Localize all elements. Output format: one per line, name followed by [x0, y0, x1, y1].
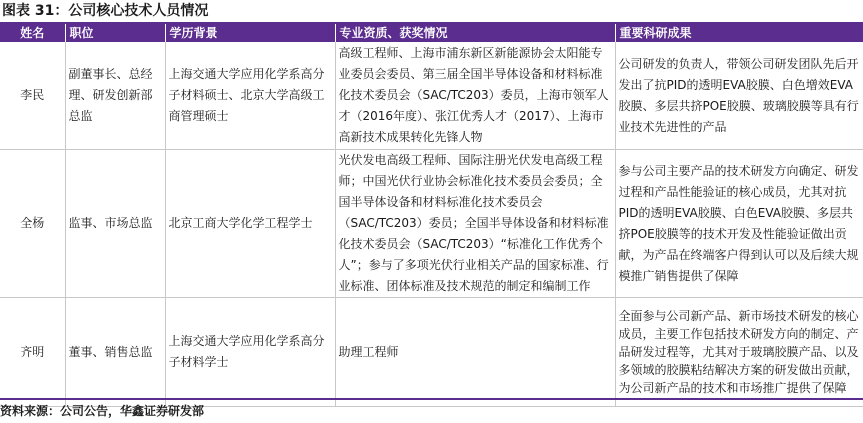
cell-position: 董事、销售总监: [65, 298, 165, 407]
cell-education: 北京工商大学化学工程学士: [165, 150, 335, 298]
source-note: 资料来源：公司公告，华鑫证券研发部: [0, 404, 205, 418]
header-education: 学历背景: [165, 24, 335, 42]
table-row: [0, 42, 863, 150]
cell-name: 齐明: [0, 298, 65, 407]
cell-position: 监事、市场总监: [65, 150, 165, 298]
header-achievements: 重要科研成果: [615, 24, 863, 42]
cell-qualification: 助理工程师: [335, 298, 615, 407]
table-row: [0, 298, 863, 407]
cell-position: 副董事长、总经理、研发创新部总监: [65, 42, 165, 150]
core-tech-staff-table: [0, 24, 863, 407]
cell-name: 李民: [0, 42, 65, 150]
cell-achievements: 公司研发的负责人，带领公司研发团队先后开发出了抗PID的透明EVA胶膜、白色增效EVA胶膜、多层共挤POE胶膜、玻璃胶膜等具有行业技术先进性的产品: [615, 42, 863, 150]
cell-achievements: 全面参与公司新产品、新市场技术研发的核心成员，主要工作包括技术研发方向的制定、产品研发过程等，尤其对于玻璃胶膜产品、以及多领域的胶膜粘结解决方案的研发做出贡献，为公司新产品的技术和市场推广提供了保障: [615, 298, 863, 407]
table-row: [0, 150, 863, 298]
table-header-row: [0, 24, 863, 42]
cell-education: 上海交通大学应用化学系高分子材料硕士、北京大学高级工商管理硕士: [165, 42, 335, 150]
cell-education: 上海交通大学应用化学系高分子材料学士: [165, 298, 335, 407]
cell-qualification: 光伏发电高级工程师、国际注册光伏发电高级工程师；中国光伏行业协会标准化技术委员会委员；全国半导体设备和材料标准化技术委员会（SAC/TC203）委员；全国半导体设备和材料标准化技术委员会（SAC/TC203）“标准化工作优秀个人”；参与了多项光伏行业相关产品的国家标准、行业标准、团体标准及技术规范的制定和编制工作: [335, 150, 615, 298]
source-divider: [0, 398, 863, 400]
header-position: 职位: [65, 24, 165, 42]
cell-achievements: 参与公司主要产品的技术研发方向确定、研发过程和产品性能验证的核心成员，尤其对抗PID的透明EVA胶膜、白色EVA胶膜、多层共挤POE胶膜等的技术开发及性能验证做出贡献，为产品在终端客户得到认可以及后续大规模推广销售提供了保障: [615, 150, 863, 298]
header-name: 姓名: [0, 24, 65, 42]
header-qualification: 专业资质、获奖情况: [335, 24, 615, 42]
cell-qualification: 高级工程师、上海市浦东新区新能源协会太阳能专业委员会委员、第三届全国半导体设备和材料标准化技术委员会（SAC/TC203）委员，上海市领军人才（2016年度）、张江优秀人才（2017）、上海市高新技术成果转化先锋人物: [335, 42, 615, 150]
cell-name: 全杨: [0, 150, 65, 298]
figure-title: 图表 31：公司核心技术人员情况: [2, 3, 209, 19]
